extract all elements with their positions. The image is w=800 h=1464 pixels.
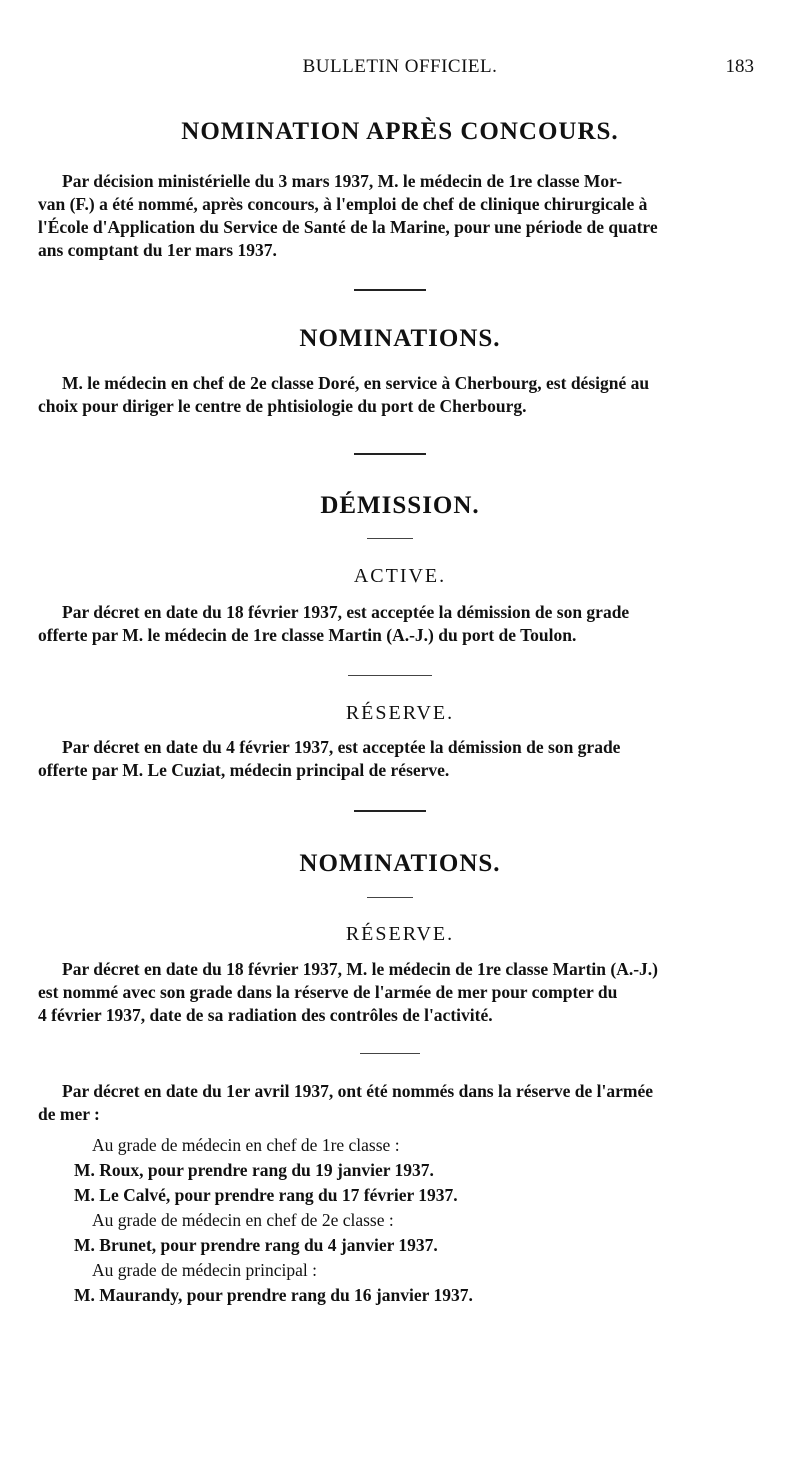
- section-heading-nominations: NOMINATIONS.: [299, 325, 501, 352]
- text-line: choix pour diriger le centre de phtisiologie du port de Cherbourg.: [38, 396, 527, 416]
- paragraph-nomination-martin: [38, 958, 762, 1027]
- text-line: Par décret en date du 1er avril 1937, ont été nommés dans la réserve de l'armée: [62, 1081, 653, 1101]
- text-line: est nommé avec son grade dans la réserve de l'armée de mer pour compter du: [38, 982, 618, 1002]
- section-divider: [354, 453, 426, 455]
- text-line: Par décret en date du 18 février 1937, est acceptée la démission de son grade: [62, 602, 630, 622]
- text-line: 4 février 1937, date de sa radiation des contrôles de l'activité.: [38, 1005, 493, 1025]
- page-number: 183: [725, 56, 754, 77]
- running-title: BULLETIN OFFICIEL.: [302, 56, 498, 77]
- text-line: offerte par M. le médecin de 1re classe Martin (A.-J.) du port de Toulon.: [38, 625, 577, 645]
- nominations-list: [74, 1133, 473, 1308]
- grade-heading: Au grade de médecin en chef de 1re classe :: [92, 1135, 400, 1155]
- grade-heading: Au grade de médecin principal :: [92, 1260, 317, 1280]
- text-line: offerte par M. Le Cuziat, médecin principal de réserve.: [38, 760, 450, 780]
- list-item: M. Brunet, pour prendre rang du 4 janvier 1937.: [74, 1235, 438, 1255]
- text-line: Par décision ministérielle du 3 mars 1937, M. le médecin de 1re classe Mor-: [62, 171, 623, 191]
- paragraph-demission-reserve: [38, 736, 762, 782]
- section-divider: [354, 810, 426, 812]
- small-divider: [348, 675, 432, 676]
- paragraph-nomination-concours: [38, 170, 762, 262]
- text-line: de mer :: [38, 1104, 100, 1124]
- paragraph-demission-active: [38, 601, 762, 647]
- paragraph-nominations-reserve: [38, 1080, 762, 1126]
- list-item: M. Maurandy, pour prendre rang du 16 janvier 1937.: [74, 1285, 473, 1305]
- small-divider: [360, 1053, 420, 1054]
- small-divider: [367, 538, 413, 539]
- section-heading-nominations-2: NOMINATIONS.: [299, 850, 501, 877]
- page-header: [40, 56, 760, 84]
- section-heading-demission: DÉMISSION.: [320, 492, 480, 519]
- list-item: M. Roux, pour prendre rang du 19 janvier 1937.: [74, 1160, 434, 1180]
- list-item: M. Le Calvé, pour prendre rang du 17 février 1937.: [74, 1185, 458, 1205]
- subheading-reserve-2: RÉSERVE.: [345, 923, 455, 945]
- subheading-reserve: RÉSERVE.: [345, 702, 455, 724]
- text-line: Par décret en date du 18 février 1937, M. le médecin de 1re classe Martin (A.-J.): [62, 959, 658, 979]
- text-line: M. le médecin en chef de 2e classe Doré, en service à Cherbourg, est désigné au: [62, 373, 650, 393]
- subheading-active: ACTIVE.: [353, 565, 447, 587]
- text-line: Par décret en date du 4 février 1937, est acceptée la démission de son grade: [62, 737, 621, 757]
- paragraph-nominations-dore: [38, 372, 762, 418]
- text-line: ans comptant du 1er mars 1937.: [38, 240, 277, 260]
- text-line: van (F.) a été nommé, après concours, à l'emploi de chef de clinique chirurgicale à: [38, 194, 648, 214]
- section-heading-nomination-apres-concours: NOMINATION APRÈS CONCOURS.: [181, 118, 619, 145]
- grade-heading: Au grade de médecin en chef de 2e classe :: [92, 1210, 394, 1230]
- small-divider: [367, 897, 413, 898]
- section-divider: [354, 289, 426, 291]
- text-line: l'École d'Application du Service de Santé de la Marine, pour une période de quatre: [38, 217, 658, 237]
